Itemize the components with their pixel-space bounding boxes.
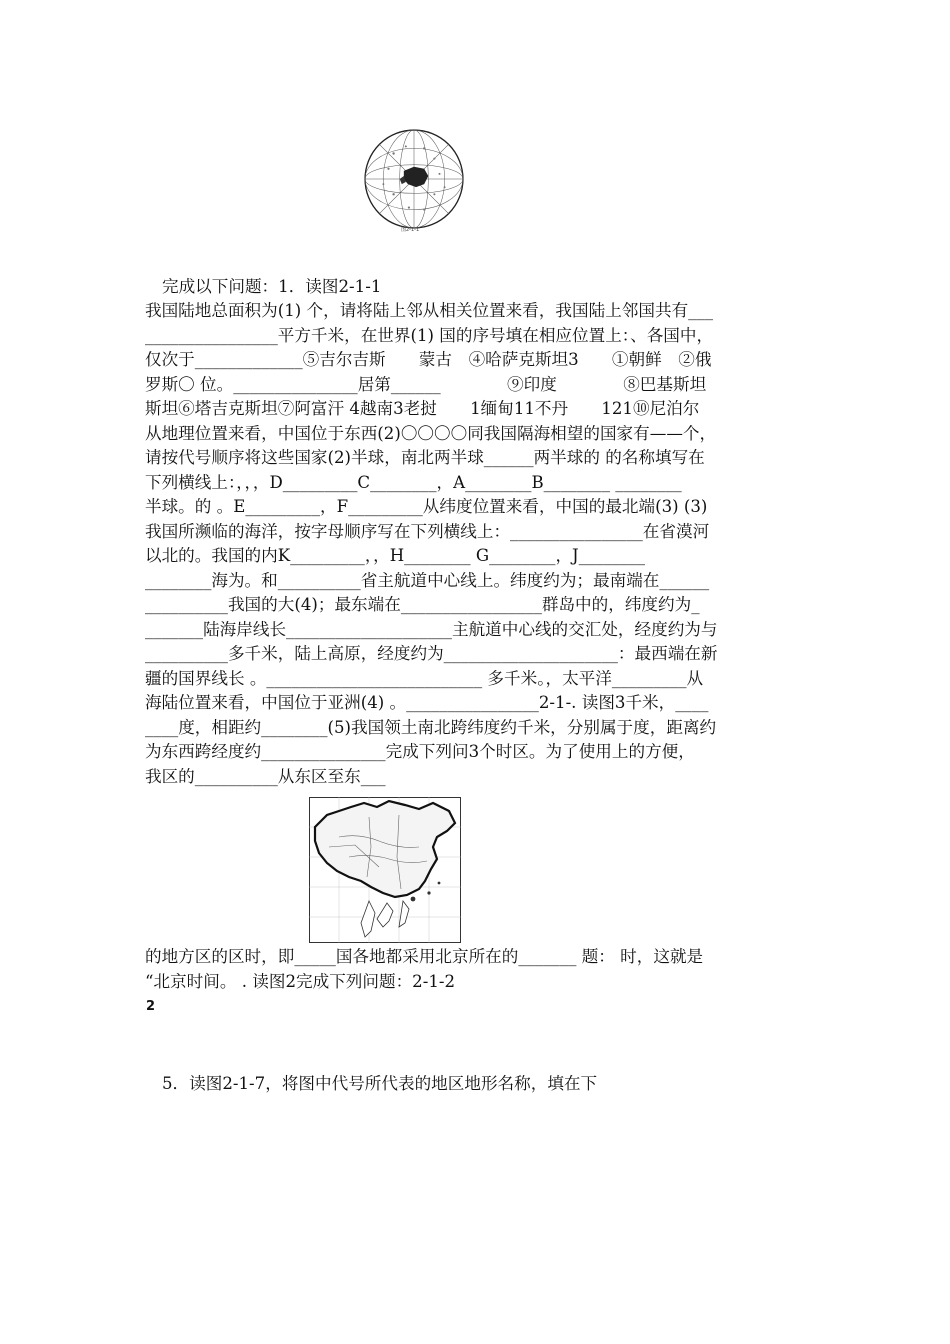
question-5: 5．读图2-1-7，将图中代号所代表的地区地形名称，填在下 <box>162 1074 598 1093</box>
page-mark: 2 <box>146 999 156 1014</box>
intro-line: 完成以下问题：1．读图2-1-1 <box>162 277 382 296</box>
text-line: 的地方区的区时，即_____国各地都采用北京所在的_______ 题： 时，这就是 <box>145 947 704 966</box>
text-line: 我国陆地总面积为(1) 个，请将陆上邻从相关位置来看，我国陆上邻国共有___ <box>145 301 714 320</box>
text-line: 疆的国界线长 。__________________________ 多千米。，太平洋_________从 <box>145 668 704 688</box>
figure-caption: 图2-1-1 <box>401 227 420 233</box>
text-line: ________海为。和__________省主航道中心线上。纬度约为；最南端在______ <box>145 570 710 590</box>
paragraph-2 <box>145 945 807 994</box>
text-line: 我区的__________从东区至东___ <box>145 766 386 786</box>
text-line: 斯坦⑥塔吉克斯坦⑦阿富汗 4越南3老挝 1缅甸11不丹 121⑩尼泊尔 <box>145 399 700 418</box>
china-map-icon <box>309 797 461 943</box>
text-line: 请按代号顺序将这些国家(2)半球，南北两半球______两半球的 的名称填写在 <box>145 448 705 467</box>
text-line: “北京时间。 . 读图2完成下列问题：2-1-2 <box>145 971 456 991</box>
text-line: ____度，相距约________(5)我国领土南北跨纬度约千米，分别属于度，距离约 <box>145 717 717 737</box>
text-line: 半球。的 。E_________，F_________从纬度位置来看，中国的最北端(3) (3) <box>145 497 708 516</box>
text-line: 海陆位置来看，中国位于亚洲(4) 。________________2-1-. 读图3千米，____ <box>145 693 709 712</box>
text-line: 以北的。我国的内K_________，，H________ G________，J________ <box>145 546 646 565</box>
text-line: __________多千米，陆上高原，经度约为_____________________：最西端在新 <box>145 644 718 663</box>
text-line: 从地理位置来看，中国位于东西(2)〇〇〇〇同我国隔海相望的国家有——个， <box>145 423 717 443</box>
text-line: 我国所濒临的海洋，按字母顺序写在下列横线上：________________在省漠河 <box>145 521 710 541</box>
text-line: ________________平方千米，在世界(1) 国的序号填在相应位置上：、各国中， <box>145 325 714 345</box>
paragraph-1 <box>145 299 807 789</box>
text-line: 仅次于_____________⑤吉尔吉斯 蒙古 ④哈萨克斯坦3 ①朝鲜 ②俄 <box>145 350 712 369</box>
text-line: 罗斯〇 位。_______________居第______ ⑨印度 ⑧巴基斯坦 <box>145 374 707 394</box>
globe-china-icon <box>363 128 465 230</box>
text-line: 为东西跨经度约_______________完成下列问3个时区。为了使用上的方便， <box>145 742 695 761</box>
text-line: _______陆海岸线长____________________主航道中心线的交汇处，经度约为与 <box>145 619 718 639</box>
text-line: __________我国的大(4)；最东端在_________________群岛中的，纬度约为_ <box>145 595 700 614</box>
text-line: 下列横线上：，，，D_________C________，A________B________ ________ <box>145 472 682 492</box>
